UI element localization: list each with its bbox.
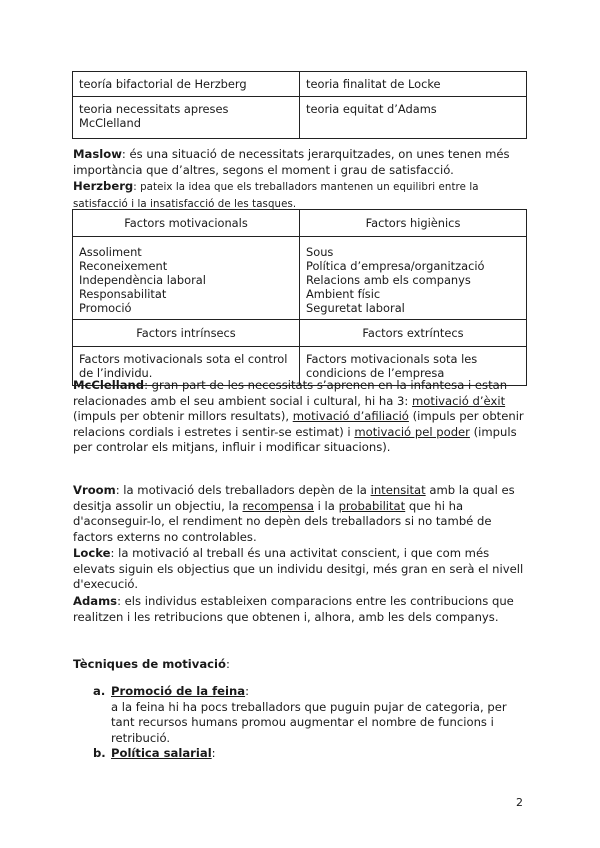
mcclelland-text: (impuls per obtenir relacions cordials i estretes i sentir-se estimat) i (73, 409, 524, 439)
affiliation-motivation: motivació d’afiliació (292, 409, 409, 424)
motivational-factors-list (73, 237, 300, 320)
adams-paragraph (73, 594, 529, 625)
list-item: Política d’empresa/organització (306, 259, 485, 273)
vroom-text: que hi ha d'aconseguir-lo, el rendiment no depèn dels treballadors si no també de factors externs no controlables. (73, 498, 492, 544)
list-item: Independència laboral (79, 273, 206, 287)
vroom-term: Vroom (73, 483, 116, 497)
heading-colon: : (225, 657, 230, 671)
vroom-text: i la (313, 498, 339, 513)
achievement-motivation: motivació d’èxit (412, 393, 506, 408)
list-marker-a: a. (93, 684, 106, 698)
extrinsic-factors-header: Factors extríntecs (300, 320, 527, 347)
mcclelland-text: : gran part de les necessitats s’aprenen en la infantesa i estan relacionades amb el seu ambient social i cultural, hi ha 3: (73, 378, 508, 408)
intrinsic-factors-text: Factors motivacionals sota el control de l’individu. (73, 347, 300, 386)
reward-term: recompensa (242, 498, 314, 513)
technique-item-a (93, 684, 529, 746)
extrinsic-factors-text: Factors motivacionals sota les condicions de l’empresa (300, 347, 527, 386)
list-item: Reconeixement (79, 259, 168, 273)
herzberg-paragraph (73, 179, 529, 212)
locke-paragraph (73, 546, 529, 593)
theories-table (72, 71, 527, 139)
list-marker-b: b. (93, 746, 106, 760)
theory-locke-cell: teoria finalitat de Locke (300, 72, 527, 97)
page-number: 2 (516, 796, 523, 809)
vroom-paragraph (73, 483, 529, 545)
list-item: Assoliment (79, 245, 142, 259)
list-item: Ambient físic (306, 287, 381, 301)
list-item: Sous (306, 245, 334, 259)
title-colon: : (245, 684, 249, 698)
vroom-text: : la motivació dels treballadors depèn de la (115, 483, 371, 497)
probability-term: probabilitat (338, 498, 406, 513)
herzberg-text: : pateix la idea que els treballadors mantenen un equilibri entre la satisfacció i la insatisfacció de les tasques. (73, 182, 479, 210)
vroom-text: amb la qual es desitja assolir un objectiu, la (73, 483, 515, 513)
intrinsic-factors-header: Factors intrínsecs (73, 320, 300, 347)
locke-term: Locke (73, 546, 111, 560)
motivational-factors-header: Factors motivacionals (73, 210, 300, 237)
job-promotion-title: Promoció de la feina (111, 684, 246, 698)
locke-text: : la motivació al treball és una activitat conscient, i que com més elevats siguin els objectius que un individu desitgi, més gran en serà el nivell d'execució. (73, 546, 524, 592)
adams-term: Adams (73, 594, 118, 608)
technique-item-b (93, 746, 529, 762)
herzberg-term: Herzberg (73, 179, 134, 193)
techniques-title: Tècniques de motivació (73, 657, 226, 671)
maslow-text: : és una situació de necessitats jerarquitzades, on unes tenen més importància que d’altres, segons el moment i grau de satisfacció. (73, 147, 510, 177)
mcclelland-term: McClelland (73, 378, 145, 392)
maslow-paragraph (73, 147, 529, 178)
title-colon: : (211, 746, 216, 760)
theory-adams-cell: teoria equitat d’Adams (300, 97, 527, 139)
job-promotion-text: a la feina hi ha pocs treballadors que puguin pujar de categoria, per tant recursos humans promou augmentar el nombre de funcions i retribució. (111, 699, 507, 745)
intensity-term: intensitat (370, 483, 426, 497)
power-motivation: motivació pel poder (354, 424, 470, 439)
mcclelland-text: (impuls per controlar els mitjans, influir i modificar situacions). (73, 424, 517, 455)
mcclelland-paragraph (73, 378, 529, 456)
theory-herzberg-cell: teoría bifactorial de Herzberg (73, 72, 300, 97)
adams-text: : els individus estableixen comparacions entre les contribucions que realitzen i les retribucions que obtenen i, alhora, amb les dels companys. (73, 594, 514, 624)
salary-policy-title: Política salarial (111, 746, 212, 760)
list-item: Promoció (79, 301, 132, 315)
techniques-heading (73, 657, 230, 671)
mcclelland-text: (impuls per obtenir millors resultats), (73, 409, 293, 424)
theory-mcclelland-cell: teoria necessitats apreses McClelland (73, 97, 300, 139)
hygienic-factors-list (300, 237, 527, 320)
hygienic-factors-header: Factors higiènics (300, 210, 527, 237)
list-item: Seguretat laboral (306, 301, 405, 315)
factors-table (72, 209, 527, 386)
maslow-term: Maslow (73, 147, 122, 161)
list-item: Relacions amb els companys (306, 273, 471, 287)
list-item: Responsabilitat (79, 287, 167, 301)
